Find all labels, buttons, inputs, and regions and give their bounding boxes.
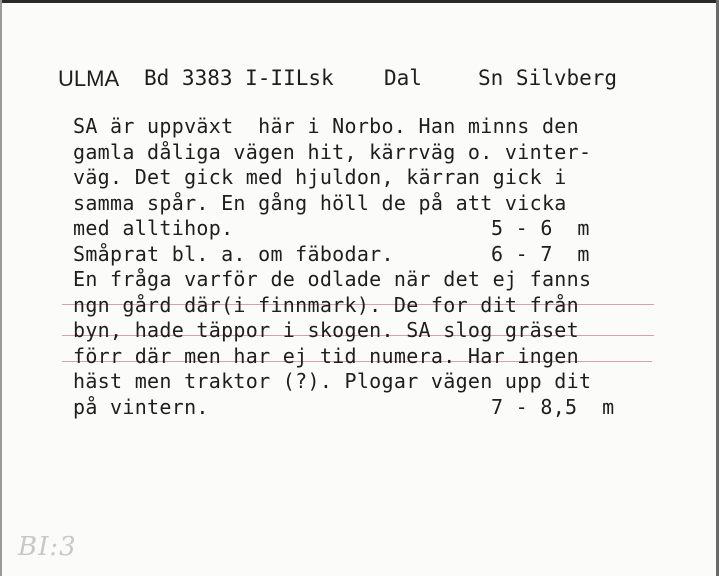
parish: Sn Silvberg xyxy=(478,66,618,90)
card-header xyxy=(58,66,658,98)
card-top-edge xyxy=(0,0,719,3)
text-line: byn, hade täppor i skogen. SA slog gräset xyxy=(73,318,579,342)
text-line: Småprat bl. a. om fäbodar. 6 - 7 m xyxy=(73,241,590,266)
region: Dal xyxy=(384,66,422,90)
text-line: samma spår. En gång höll de på att vicka xyxy=(73,190,567,215)
text-line: på vintern. 7 - 8,5 m xyxy=(73,394,615,419)
card-left-edge xyxy=(0,0,2,576)
text-line: En fråga varför de odlade när det ej fanns xyxy=(73,267,592,291)
transcript-body xyxy=(73,114,673,420)
text-line: ngn gård där(i finnmark). De for dit från xyxy=(73,292,579,317)
text-line: SA är uppväxt här i Norbo. Han minns den xyxy=(73,114,579,138)
archive-name: ULMA xyxy=(58,66,120,91)
pencil-margin-note: BI:3 xyxy=(18,532,77,562)
time-range: 5 - 6 m xyxy=(491,216,590,240)
time-range: 6 - 7 m xyxy=(491,241,590,266)
text-line: gamla dåliga vägen hit, kärrväg o. vinter- xyxy=(73,139,592,164)
text-line: väg. Det gick med hjuldon, kärran gick i xyxy=(73,165,567,189)
text-line: med alltihop. 5 - 6 m xyxy=(73,216,590,240)
text-line: förr där men har ej tid numera. Har ingen xyxy=(73,343,579,368)
reference-number: Bd 3383 I-IILsk xyxy=(144,66,334,90)
text-line: häst men traktor (?). Plogar vägen upp dit xyxy=(73,369,592,393)
time-range: 7 - 8,5 m xyxy=(491,394,615,419)
